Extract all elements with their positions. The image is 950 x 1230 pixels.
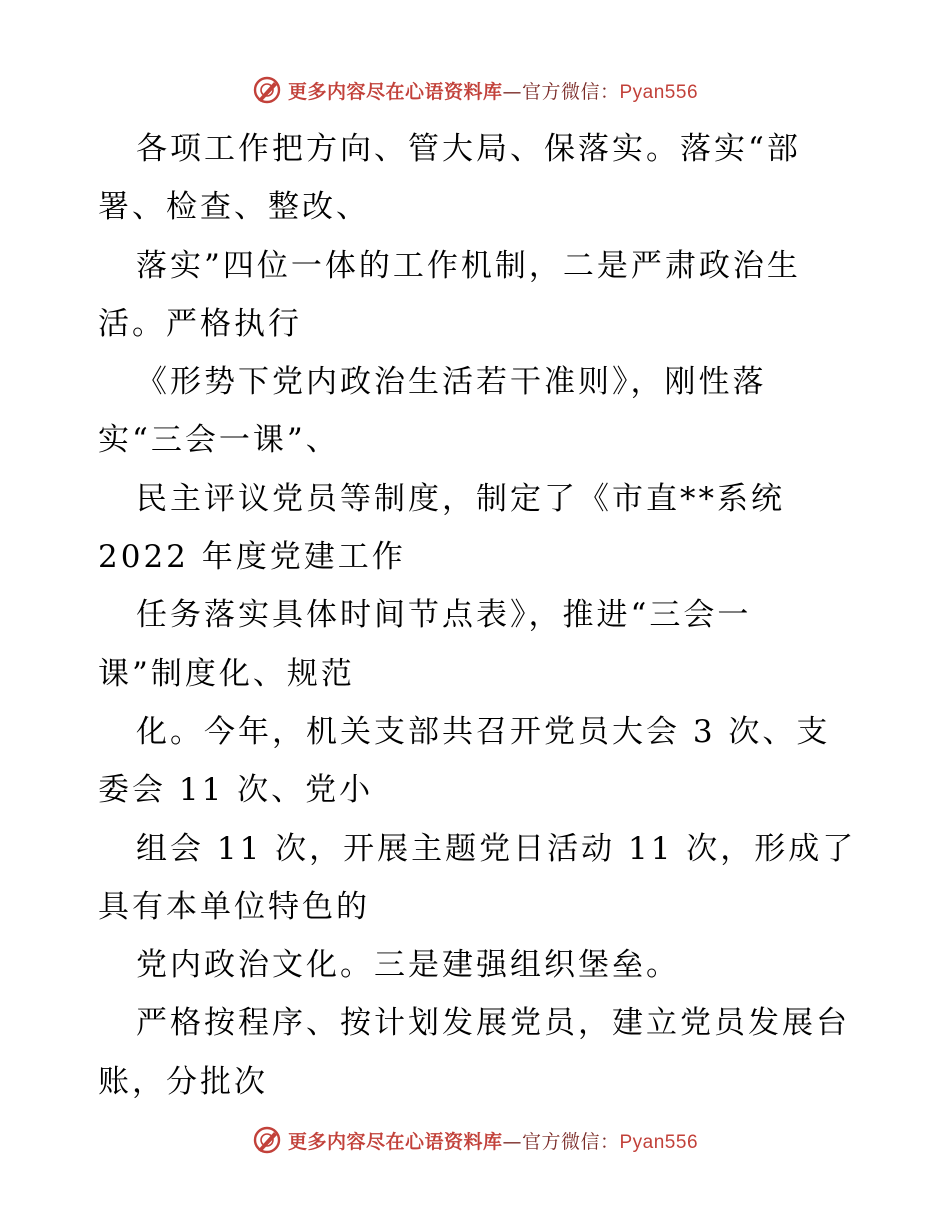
watermark-separator: —: [502, 80, 522, 103]
watermark-main-text: 更多内容尽在心语资料库: [287, 80, 503, 103]
watermark-main-text: 更多内容尽在心语资料库: [287, 1130, 503, 1153]
text-line: 实“三会一课”、: [98, 422, 340, 459]
text-line: 具有本单位特色的: [98, 888, 370, 925]
text-line: 课”制度化、规范: [98, 655, 355, 692]
document-body: [98, 120, 878, 1111]
text-line: 活。严格执行: [98, 305, 302, 342]
text-line: 2022 年度党建工作: [98, 539, 406, 576]
circle-pen-logo-icon: [252, 75, 282, 105]
watermark-wechat-id: Pyan556: [619, 81, 699, 103]
watermark-text: [288, 77, 698, 104]
text-line: 《形势下党内政治生活若干准则》，刚性落: [136, 364, 767, 401]
text-line: 化。今年，机关支部共召开党员大会 3 次、支: [136, 713, 831, 750]
text-line: 组会 11 次，开展主题党日活动 11 次，形成了: [136, 830, 857, 867]
footer-watermark: [0, 1122, 950, 1158]
text-line: 严格按程序、按计划发展党员，建立党员发展台: [136, 1005, 850, 1042]
circle-pen-logo-icon: [252, 1125, 282, 1155]
watermark-text: [288, 1127, 698, 1154]
text-line: 账，分批次: [98, 1063, 268, 1100]
watermark-separator: —: [502, 1130, 522, 1153]
text-line: 任务落实具体时间节点表》，推进“三会一: [136, 597, 752, 634]
text-line: 民主评议党员等制度，制定了《市直**系统: [136, 480, 785, 517]
text-line: 党内政治文化。三是建强组织堡垒。: [136, 947, 680, 984]
header-watermark: [0, 72, 950, 108]
text-line: 各项工作把方向、管大局、保落实。落实“部: [136, 131, 801, 167]
text-line: 署、检查、整改、: [98, 189, 370, 226]
watermark-secondary-text: 官方微信：: [521, 1130, 620, 1153]
watermark-secondary-text: 官方微信：: [521, 80, 620, 103]
text-line: 落实”四位一体的工作机制，二是严肃政治生: [136, 247, 801, 284]
watermark-wechat-id: Pyan556: [619, 1131, 699, 1153]
text-line: 委会 11 次、党小: [98, 772, 374, 809]
